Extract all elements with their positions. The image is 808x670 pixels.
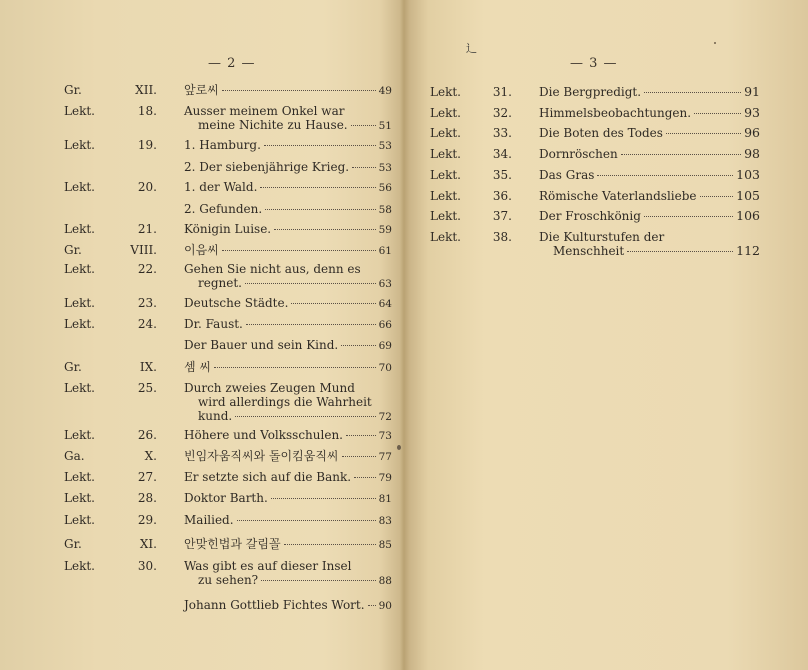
entry-label: Lekt.	[64, 513, 95, 527]
dot-leader	[354, 476, 376, 478]
entry-title-line	[184, 180, 392, 195]
entry-title	[184, 491, 392, 506]
entry-label: Lekt.	[64, 428, 95, 442]
entry-title-line	[539, 189, 760, 203]
entry-title	[184, 296, 392, 311]
entry-label: Gr.	[64, 83, 82, 97]
entry-title-line	[539, 85, 760, 99]
entry-title-text: Doktor Barth.	[184, 491, 268, 505]
entry-title-line	[184, 449, 392, 464]
entry-number: 38.	[492, 230, 512, 244]
dot-leader	[260, 186, 375, 188]
entry-page-number: 51	[378, 120, 392, 132]
entry-label: Lekt.	[64, 104, 95, 118]
entry-page-number: 103	[736, 167, 760, 182]
entry-title-text: Dr. Faust.	[184, 317, 243, 331]
entry-title	[539, 126, 760, 140]
entry-number: 18.	[137, 104, 157, 118]
dot-leader	[265, 208, 375, 210]
entry-title	[539, 209, 760, 223]
entry-number: IX.	[139, 360, 157, 374]
entry-title-text: Das Gras	[539, 168, 595, 182]
entry-page-number: 56	[378, 182, 392, 194]
entry-label: Gr.	[64, 537, 82, 551]
entry-page-number: 59	[378, 224, 392, 236]
entry-title-text: 이음씨	[184, 243, 219, 257]
entry-page-number: 90	[378, 600, 392, 612]
entry-title-line	[184, 409, 392, 424]
entry-title-line	[539, 230, 760, 244]
entry-label: Ga.	[64, 449, 85, 463]
entry-title-text: zu sehen?	[198, 573, 259, 587]
entry-title-text: 빈임자움직씨와 돌이킴움직씨	[184, 449, 339, 463]
entry-title-line	[184, 243, 392, 258]
entry-title	[539, 230, 760, 258]
entry-title-text: Die Kulturstufen der	[539, 230, 665, 244]
entry-title-line	[539, 126, 760, 140]
dot-leader	[368, 604, 376, 606]
entry-number: 25.	[137, 381, 157, 395]
entry-title-line	[184, 428, 392, 443]
entry-title-text: Ausser meinem Onkel war	[184, 104, 345, 118]
entry-title	[184, 180, 392, 195]
entry-title-text: Königin Luise.	[184, 222, 272, 236]
entry-title	[184, 160, 392, 175]
dot-leader	[214, 366, 376, 368]
entry-number: 19.	[137, 138, 157, 152]
entry-title-line	[184, 104, 392, 118]
entry-number: 32.	[492, 106, 512, 120]
entry-page-number: 96	[744, 125, 760, 140]
right-page	[400, 0, 808, 670]
entry-title	[184, 559, 392, 588]
dot-leader	[271, 497, 376, 499]
entry-label: Lekt.	[64, 180, 95, 194]
entry-page-number: 83	[378, 515, 392, 527]
entry-title-line	[184, 138, 392, 153]
entry-label: Lekt.	[430, 126, 461, 140]
entry-title-line	[184, 160, 392, 175]
entry-title-line	[184, 559, 392, 573]
entry-page-number: 73	[378, 430, 392, 442]
entry-title-text: 안맞힌법과 갈림꼴	[184, 537, 281, 551]
dot-leader	[222, 249, 376, 251]
entry-title-text: Er setzte sich auf die Bank.	[184, 470, 352, 484]
entry-title-line	[539, 147, 760, 161]
entry-title-text: Johann Gottlieb Fichtes Wort.	[184, 598, 365, 612]
entry-title	[539, 106, 760, 120]
entry-title	[184, 598, 392, 613]
entry-page-number: 85	[378, 539, 392, 551]
dot-leader	[237, 519, 376, 521]
entry-title	[184, 104, 392, 133]
entry-title	[184, 449, 392, 464]
entry-title-text: Die Bergpredigt.	[539, 85, 642, 99]
entry-title	[184, 222, 392, 237]
entry-title-text: Dornröschen	[539, 147, 618, 161]
entry-page-number: 91	[744, 84, 760, 99]
entry-title	[539, 85, 760, 99]
ink-speck	[714, 42, 716, 44]
entry-number: 34.	[492, 147, 512, 161]
entry-label: Lekt.	[64, 262, 95, 276]
entry-title-text: wird allerdings die Wahrheit	[198, 395, 372, 409]
entry-title	[184, 83, 392, 98]
entry-label: Lekt.	[64, 296, 95, 310]
entry-page-number: 69	[378, 340, 392, 352]
entry-title-line	[184, 470, 392, 485]
dot-leader	[621, 153, 741, 155]
entry-number: 22.	[137, 262, 157, 276]
entry-title-line	[184, 360, 392, 375]
entry-title-line	[184, 276, 392, 291]
entry-number: 36.	[492, 189, 512, 203]
entry-title-text: Durch zweies Zeugen Mund	[184, 381, 355, 395]
entry-label: Gr.	[64, 360, 82, 374]
entry-label: Lekt.	[64, 317, 95, 331]
entry-label: Lekt.	[64, 222, 95, 236]
entry-title	[184, 360, 392, 375]
entry-title-text: meine Nichite zu Hause.	[198, 118, 348, 132]
entry-title-text: Himmelsbeobachtungen.	[539, 106, 692, 120]
entry-title-text: Was gibt es auf dieser Insel	[184, 559, 352, 573]
entry-title-text: 2. Gefunden.	[184, 202, 263, 216]
entry-page-number: 53	[378, 162, 392, 174]
entry-label: Lekt.	[64, 470, 95, 484]
entry-number: VIII.	[130, 243, 157, 257]
entry-page-number: 63	[378, 278, 392, 290]
dot-leader	[341, 344, 375, 346]
entry-title	[184, 202, 392, 217]
dot-leader	[346, 434, 376, 436]
dot-leader	[644, 91, 741, 93]
entry-title-text: Deutsche Städte.	[184, 296, 289, 310]
entry-page-number: 112	[736, 243, 760, 258]
entry-title-text: Römische Vaterlandsliebe	[539, 189, 697, 203]
entry-label: Lekt.	[430, 106, 461, 120]
entry-number: 37.	[492, 209, 512, 223]
entry-label: Lekt.	[430, 85, 461, 99]
entry-title-line	[184, 118, 392, 133]
margin-mark: ⻌	[466, 42, 477, 55]
entry-title-text: kund.	[198, 409, 233, 423]
entry-title	[539, 147, 760, 161]
entry-title-line	[184, 262, 392, 276]
entry-title	[184, 428, 392, 443]
entry-label: Lekt.	[64, 138, 95, 152]
entry-title-text: Die Boten des Todes	[539, 126, 663, 140]
dot-leader	[264, 144, 376, 146]
entry-label: Gr.	[64, 243, 82, 257]
entry-page-number: 81	[378, 493, 392, 505]
dot-leader	[342, 455, 376, 457]
entry-number: 31.	[492, 85, 512, 99]
entry-title-text: 앞로씨	[184, 83, 219, 97]
entry-title-text: 2. Der siebenjährige Krieg.	[184, 160, 350, 174]
entry-title	[539, 168, 760, 182]
entry-title-line	[184, 83, 392, 98]
entry-title-line	[539, 209, 760, 223]
entry-label: Lekt.	[64, 491, 95, 505]
entry-title	[184, 338, 392, 353]
dot-leader	[246, 323, 376, 325]
entry-title-line	[184, 395, 392, 409]
entry-page-number: 72	[378, 411, 392, 423]
entry-title-line	[184, 598, 392, 613]
entry-page-number: 88	[378, 575, 392, 587]
entry-title-line	[184, 338, 392, 353]
entry-title-line	[184, 222, 392, 237]
entry-label: Lekt.	[64, 559, 95, 573]
entry-number: 26.	[137, 428, 157, 442]
entry-title	[184, 243, 392, 258]
entry-title-line	[184, 491, 392, 506]
entry-page-number: 49	[378, 85, 392, 97]
entry-number: 33.	[492, 126, 512, 140]
entry-number: X.	[144, 449, 157, 463]
entry-page-number: 64	[378, 298, 392, 310]
entry-title-text: Gehen Sie nicht aus, denn es	[184, 262, 361, 276]
entry-title	[539, 189, 760, 203]
entry-page-number: 58	[378, 204, 392, 216]
entry-title-text: Mailied.	[184, 513, 234, 527]
entry-title-text: Der Bauer und sein Kind.	[184, 338, 339, 352]
entry-title-line	[184, 381, 392, 395]
entry-number: 28.	[137, 491, 157, 505]
entry-page-number: 106	[736, 208, 760, 223]
entry-number: 30.	[137, 559, 157, 573]
entry-page-number: 79	[378, 472, 392, 484]
entry-title-line	[539, 106, 760, 120]
entry-label: Lekt.	[430, 168, 461, 182]
entry-title-text: regnet.	[198, 276, 242, 290]
dot-leader	[597, 174, 733, 176]
dot-leader	[627, 250, 733, 252]
dot-leader	[245, 282, 376, 284]
entry-page-number: 66	[378, 319, 392, 331]
entry-number: XI.	[139, 537, 157, 551]
entry-title	[184, 470, 392, 485]
dot-leader	[351, 124, 376, 126]
dot-leader	[694, 112, 741, 114]
entry-title-text: 1. Hamburg.	[184, 138, 261, 152]
entry-page-number: 77	[378, 451, 392, 463]
entry-number: 29.	[137, 513, 157, 527]
entry-page-number: 98	[744, 146, 760, 161]
entry-title	[184, 138, 392, 153]
entry-title-line	[184, 537, 392, 552]
dot-leader	[666, 132, 741, 134]
entry-title	[184, 513, 392, 528]
dot-leader	[644, 215, 733, 217]
entry-number: 35.	[492, 168, 512, 182]
entry-page-number: 61	[378, 245, 392, 257]
entry-page-number: 53	[378, 140, 392, 152]
entry-number: XII.	[135, 83, 157, 97]
entry-page-number: 93	[744, 105, 760, 120]
entry-title-line	[184, 202, 392, 217]
entry-title-text: Menschheit	[553, 244, 625, 258]
entry-title-text: Der Froschkönig	[539, 209, 641, 223]
entry-number: 21.	[137, 222, 157, 236]
entry-title-line	[184, 513, 392, 528]
entry-title-line	[184, 296, 392, 311]
dot-leader	[700, 195, 734, 197]
entry-number: 20.	[137, 180, 157, 194]
ink-speck	[397, 445, 401, 450]
entry-title-text: 1. der Wald.	[184, 180, 258, 194]
entry-label: Lekt.	[430, 189, 461, 203]
left-page	[0, 0, 400, 670]
dot-leader	[261, 579, 376, 581]
entry-title	[184, 381, 392, 424]
entry-number: 27.	[137, 470, 157, 484]
entry-title-text: Höhere und Volksschulen.	[184, 428, 343, 442]
entry-title-line	[184, 573, 392, 588]
right-page-number: — 3 —	[570, 56, 618, 71]
entry-number: 23.	[137, 296, 157, 310]
entry-page-number: 70	[378, 362, 392, 374]
entry-page-number: 105	[736, 188, 760, 203]
entry-title-line	[539, 244, 760, 258]
dot-leader	[274, 228, 376, 230]
entry-label: Lekt.	[430, 147, 461, 161]
entry-number: 24.	[137, 317, 157, 331]
dot-leader	[291, 302, 375, 304]
entry-title-line	[539, 168, 760, 182]
entry-title	[184, 262, 392, 291]
entry-label: Lekt.	[430, 209, 461, 223]
dot-leader	[222, 89, 376, 91]
left-page-number: — 2 —	[208, 56, 256, 71]
entry-title-text: 셈 씨	[184, 360, 211, 374]
dot-leader	[352, 166, 376, 168]
entry-label: Lekt.	[430, 230, 461, 244]
dot-leader	[284, 543, 376, 545]
entry-label: Lekt.	[64, 381, 95, 395]
entry-title-line	[184, 317, 392, 332]
entry-title	[184, 537, 392, 552]
dot-leader	[235, 415, 375, 417]
entry-title	[184, 317, 392, 332]
